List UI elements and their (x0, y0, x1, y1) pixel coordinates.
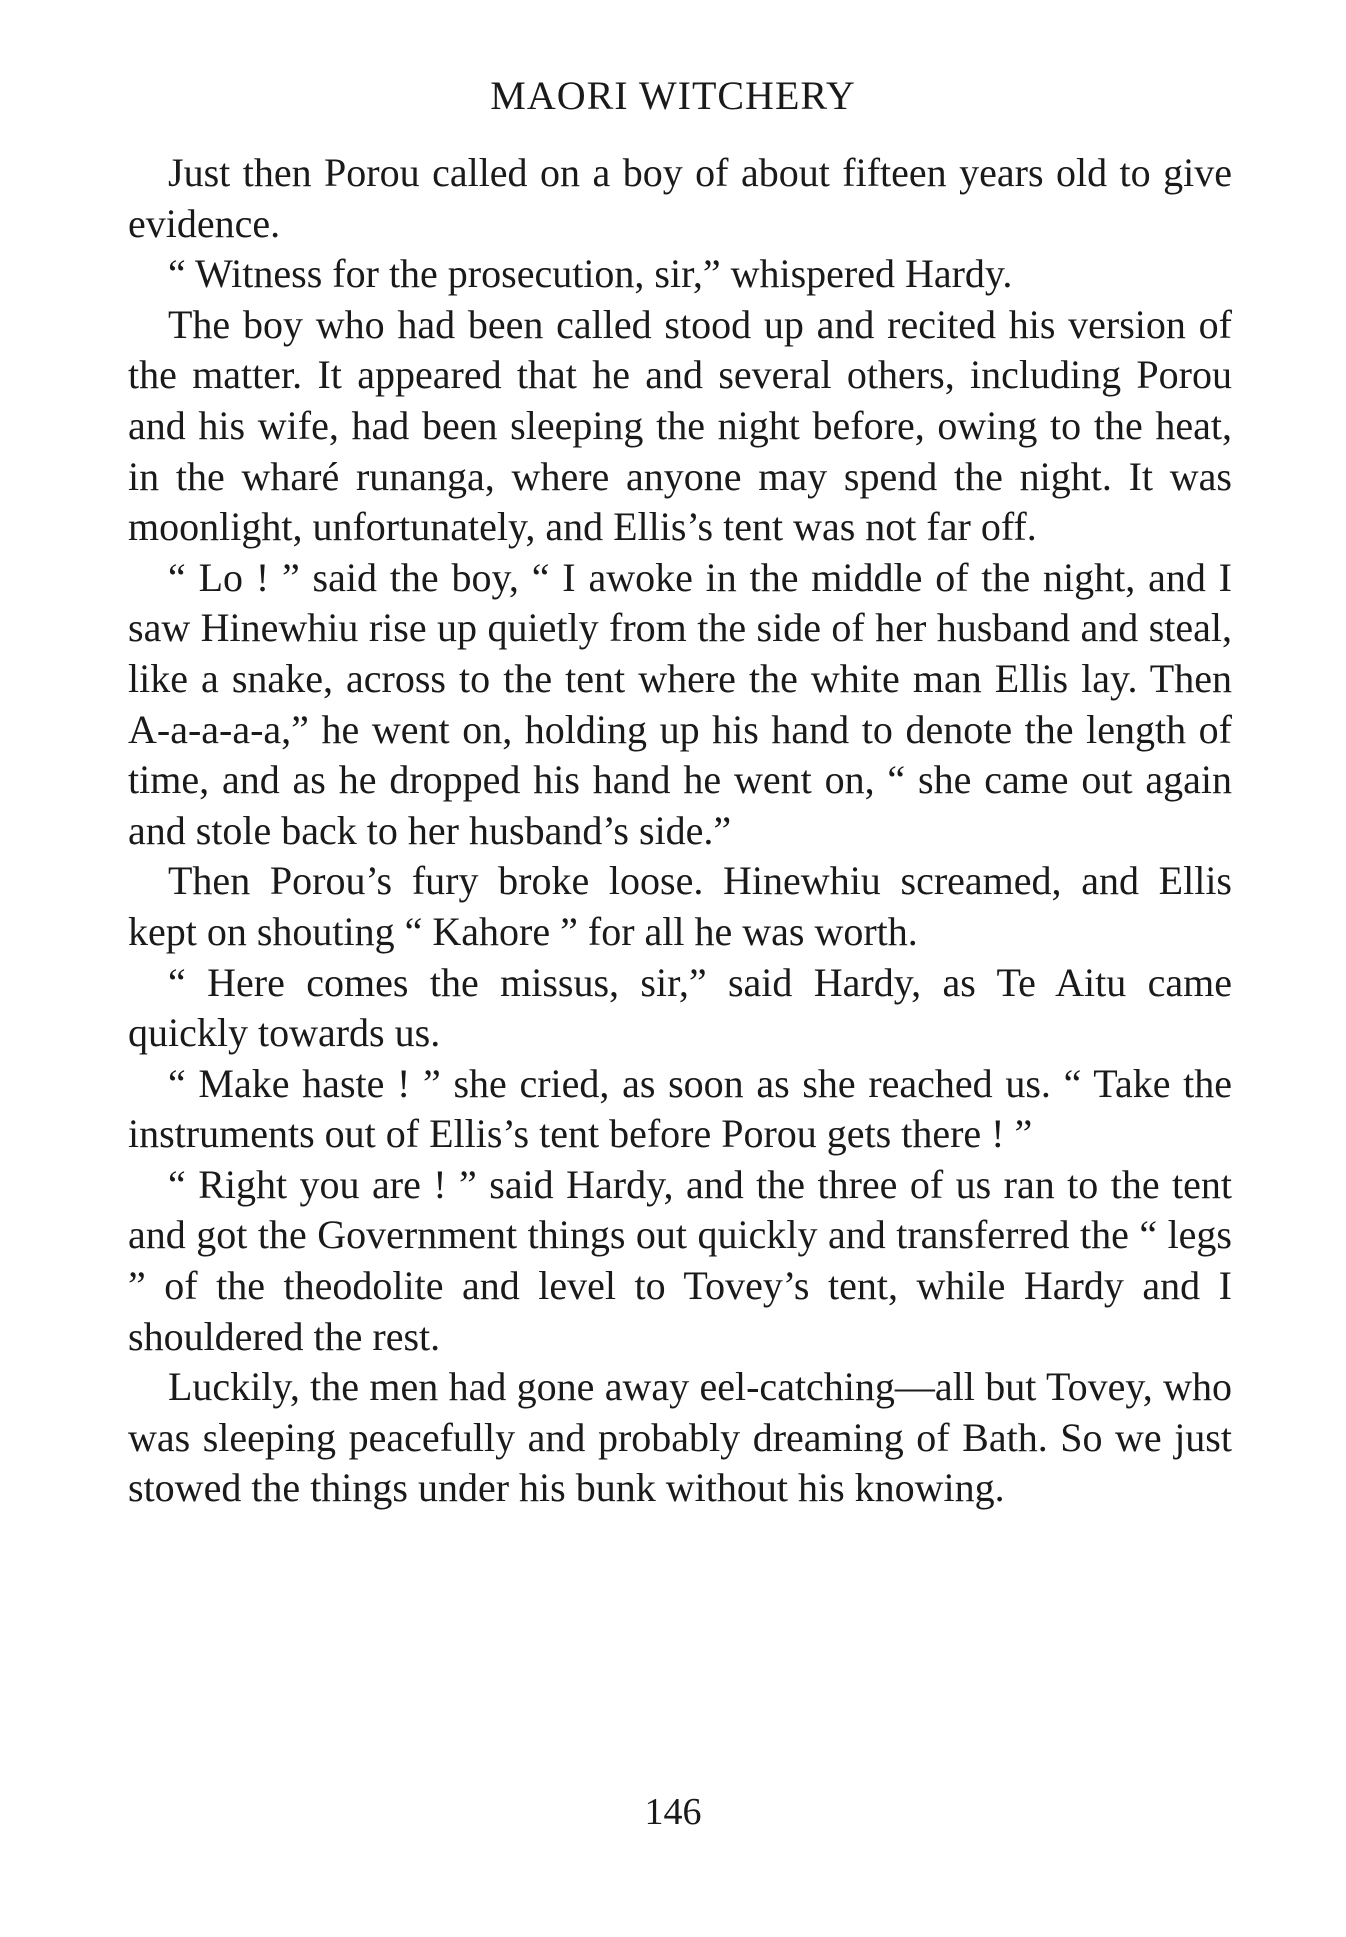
paragraph-5: Then Porou’s fury broke loose. Hinewhiu screamed, and Ellis kept on shouting “ Kahore ” for all he was worth. (128, 858, 1232, 954)
paragraph-6: “ Here comes the missus, sir,” said Hardy, as Te Aitu came quickly towards us. (128, 959, 1232, 1056)
paragraph-7: “ Make haste ! ” she cried, as soon as she reached us. “ Take the instruments out of Ellis’s tent before Porou gets there ! ” (128, 1060, 1232, 1157)
paragraph-3: The boy who had been called stood up and recited his version of the matter. It appeared that he and several others, including Porou and his wife, had been sleeping the night before, owing to the heat, in the wharé runanga, where anyone may spend the night. It was moonlight, unfortunately, and Ellis’s tent was not far off. (128, 301, 1232, 550)
paragraph-4: “ Lo ! ” said the boy, “ I awoke in the middle of the night, and I saw Hinewhiu rise up quietly from the side of her husband and steal, like a snake, across to the tent where the white man Ellis lay. Then A-a-a-a-a,” he went on, holding up his hand to denote the length of time, and as he dropped his hand he went on, “ she came out again and stole back to her husband’s side.” (128, 554, 1232, 853)
paragraph-1: Just then Porou called on a boy of about fifteen years old to give evidence. (128, 150, 1232, 246)
paragraph-9: Luckily, the men had gone away eel-catching—all but Tovey, who was sleeping peacefully and probably dreaming of Bath. So we just stowed the things under his bunk without his knowing. (128, 1364, 1232, 1511)
paragraph-8: “ Right you are ! ” said Hardy, and the three of us ran to the tent and got the Government things out quickly and transferred the “ legs ” of the theodolite and level to Tovey’s tent, while Hardy and I shouldered the rest. (128, 1161, 1232, 1359)
body-text (128, 148, 1232, 1514)
page-number: 146 (644, 1791, 702, 1833)
running-head: MAORI WITCHERY (490, 73, 856, 118)
paragraph-2: “ Witness for the prosecution, sir,” whispered Hardy. (168, 251, 1013, 297)
